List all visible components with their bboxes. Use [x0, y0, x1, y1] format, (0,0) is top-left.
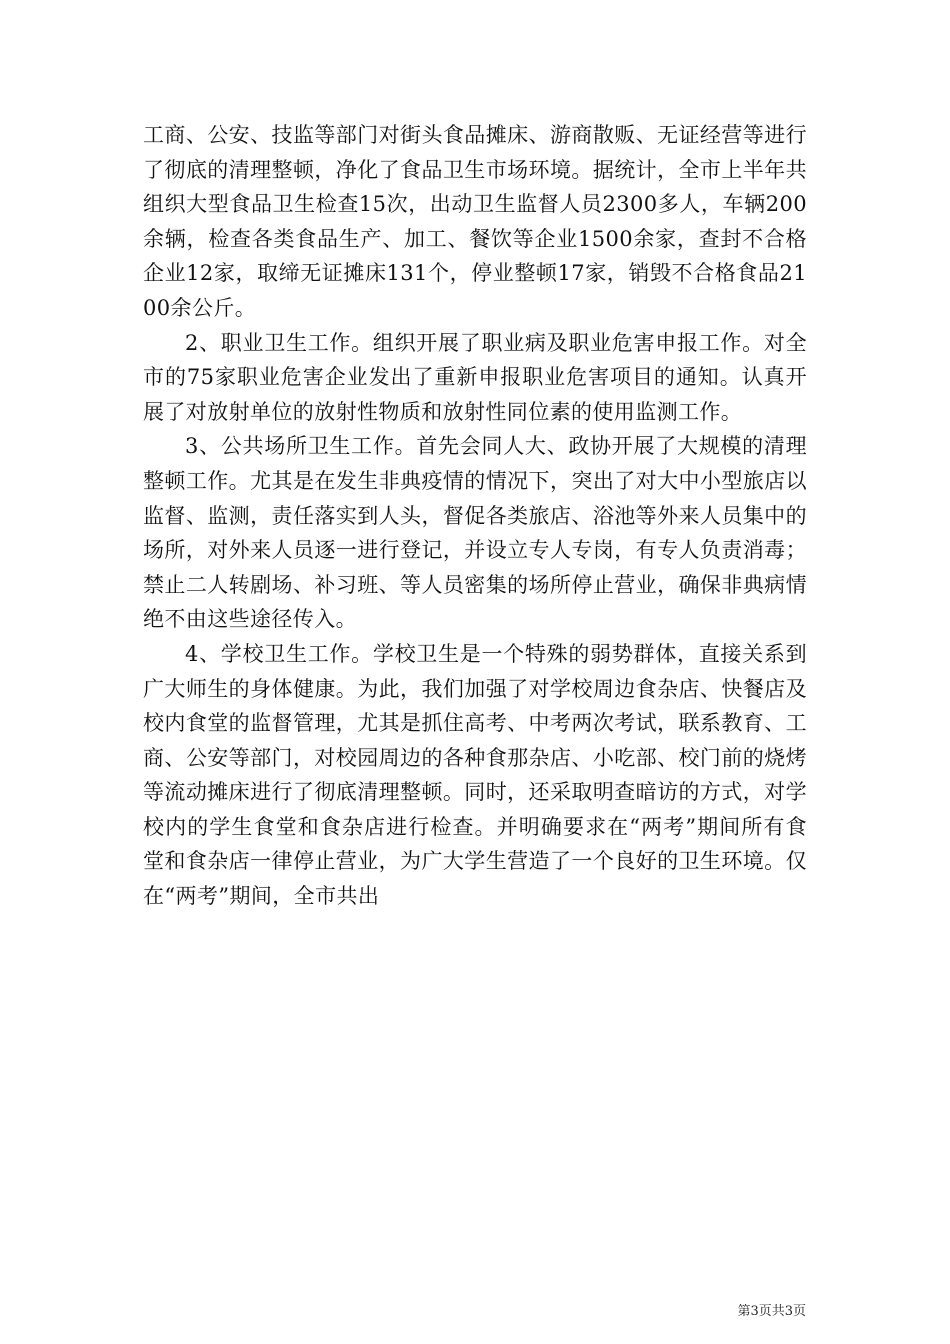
document-body — [143, 118, 807, 914]
paragraph-school-health: 4、学校卫生工作。学校卫生是一个特殊的弱势群体，直接关系到广大师生的身体健康。为此，我们加强了对学校周边食杂店、快餐店及校内食堂的监督管理，尤其是抓住高考、中考两次考试，联系教育、工商、公安等部门，对校园周边的各种食那杂店、小吃部、校门前的烧烤等流动摊床进行了彻底清理整顿。同时，还采取明查暗访的方式，对学校内的学生食堂和食杂店进行检查。并明确要求在“两考”期间所有食堂和食杂店一律停止营业，为广大学生营造了一个良好的卫生环境。仅在“两考”期间，全市共出 — [143, 641, 807, 909]
page-number-footer: 第3页共3页 — [737, 1304, 806, 1319]
paragraph-food-hygiene-continuation: 工商、公安、技监等部门对街头食品摊床、游商散贩、无证经营等进行了彻底的清理整顿，净化了食品卫生市场环境。据统计，全市上半年共组织大型食品卫生检查15次，出动卫生监督人员2300多人，车辆200余辆，检查各类食品生产、加工、餐饮等企业1500余家，查封不合格企业12家，取缔无证摊床131个，停业整顿17家，销毁不合格食品2100余公斤。 — [143, 123, 807, 320]
paragraph-public-places: 3、公共场所卫生工作。首先会同人大、政协开展了大规模的清理整顿工作。尤其是在发生非典疫情的情况下，突出了对大中小型旅店以监督、监测，责任落实到人头，督促各类旅店、浴池等外来人员集中的场所，对外来人员逐一进行登记，并设立专人专岗，有专人负责消毒；禁止二人转剧场、补习班、等人员密集的场所停止营业，确保非典病情绝不由这些途径传入。 — [143, 434, 807, 632]
paragraph-occupational-health: 2、职业卫生工作。组织开展了职业病及职业危害申报工作。对全市的75家职业危害企业发出了重新申报职业危害项目的通知。认真开展了对放射单位的放射性物质和放射性同位素的使用监测工作。 — [143, 330, 807, 424]
